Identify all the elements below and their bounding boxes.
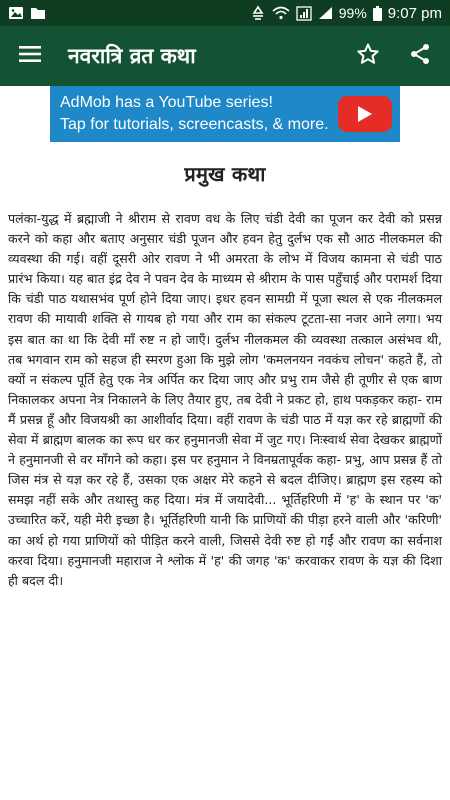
status-bar-right	[250, 5, 442, 22]
ad-text	[60, 92, 329, 136]
recycle-icon	[250, 5, 266, 21]
article-heading: प्रमुख कथा	[184, 162, 266, 186]
folder-icon	[30, 6, 46, 20]
status-time: 9:07 pm	[387, 4, 442, 22]
youtube-play-icon	[338, 96, 392, 132]
signal-icon	[296, 6, 312, 21]
favorite-button[interactable]	[346, 34, 390, 78]
share-icon	[408, 42, 432, 70]
share-button[interactable]	[398, 34, 442, 78]
status-bar-left	[8, 6, 46, 20]
article-content	[0, 142, 450, 800]
article-body: पलंका-युद्ध में ब्रह्माजी ने श्रीराम से रावण वध के लिए चंडी देवी का पूजन कर देवी को प्रसन्न करने को कहा और बताए अनुसार चंडी पूजन और हवन हेतु दुर्लभ एक सौ आठ नीलकमल की व्यवस्था की गई। वहीं दूसरी ओर रावण ने भी अमरता के लोभ में विजय कामना से चंडी पाठ प्रारंभ किया। यह बात इंद्र देव ने पवन देव के माध्यम से श्रीराम के पास पहुँचाई और परामर्श दिया कि चंडी पाठ यथासभंव पूर्ण होने दिया जाए। इधर हवन सामग्री में पूजा स्थल से एक नीलकमल रावण की मायावी शक्ति से गायब हो गया और राम का संकल्प टूटता-सा नजर आने लगा। भय इस बात का था कि देवी माँ रुष्ट न हो जाएँ। दुर्लभ नीलकमल की व्यवस्था तत्काल असंभव थी, तब भगवान राम को सहज ही स्मरण हुआ कि मुझे लोग 'कमलनयन नवकंच लोचन' कहते हैं, तो क्यों न संकल्प पूर्ति हेतु एक नेत्र अर्पित कर दिया जाए और प्रभु राम जैसे ही तूणीर से एक बाण निकालकर अपना नेत्र निकालने के लिए तैयार हुए, तब देवी ने प्रकट हो, हाथ पकड़कर कहा- राम मैं प्रसन्न हूँ और विजयश्री का आशीर्वाद दिया। वहीं रावण के चंडी पाठ में यज्ञ कर रहे ब्राह्मणों की सेवा में ब्राह्मण बालक का रूप धर कर हनुमानजी सेवा में जुट गए। निःस्वार्थ सेवा देखकर ब्राह्मणों ने हनुमानजी से वर माँगने को कहा। इस पर हनुमान ने विनम्रतापूर्वक कहा- प्रभु, आप प्रसन्न हैं तो जिस मंत्र से यज्ञ कर रहे हैं, उसका एक अक्षर मेरे कहने से बदल दीजिए। ब्राह्मण इस रहस्य को समझ नहीं सके और तथास्तु कह दिया। मंत्र में जयादेवी... भूर्तिहरिणी में 'ह' के स्थान पर 'क' उच्चारित करें, यही मेरी इच्छा है। भूर्तिहरिणी यानी कि प्राणियों की पीड़ा हरने वाली और 'करिणी' का अर्थ हो गया प्राणियों को पीड़ित करने वाली, जिससे देवी रुष्ट हो गईं और रावण का सर्वनाश करवा दिया। हनुमानजी महाराज ने श्लोक में 'ह' की जगह 'क' करवाकर रावण के यज्ञ की दिशा ही बदल दी।	[8, 211, 442, 588]
image-icon	[8, 6, 24, 20]
signal-bars-icon	[318, 6, 333, 20]
app-bar-actions	[346, 34, 442, 78]
ad-line-2: Tap for tutorials, screencasts, & more.	[60, 116, 329, 133]
wifi-icon	[272, 6, 290, 20]
menu-button[interactable]	[8, 34, 52, 78]
star-outline-icon	[356, 42, 380, 70]
menu-icon	[18, 44, 42, 68]
app-title: नवरात्रि व्रत कथा	[68, 44, 196, 68]
status-bar	[0, 0, 450, 26]
ad-banner[interactable]	[50, 86, 400, 142]
battery-icon	[373, 6, 382, 21]
battery-percent: 99%	[338, 5, 367, 21]
ad-line-1: AdMob has a YouTube series!	[60, 94, 273, 111]
app-bar	[0, 26, 450, 86]
